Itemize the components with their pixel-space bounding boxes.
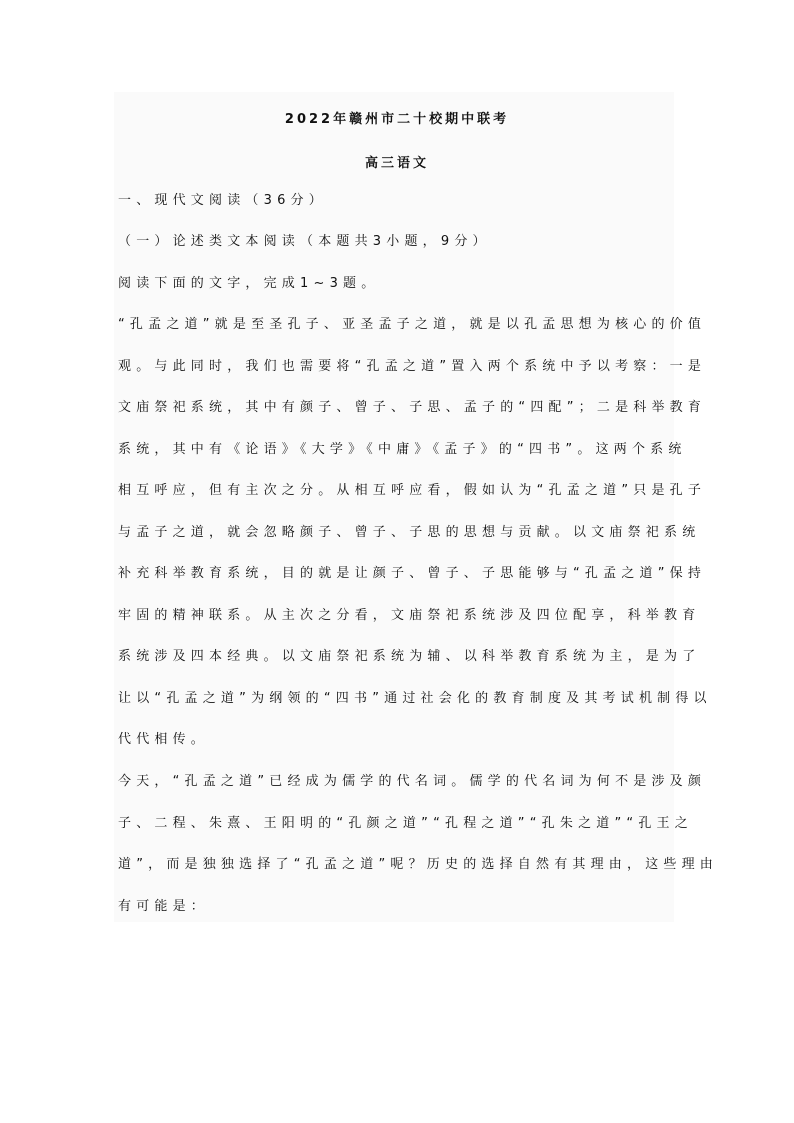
exam-title: 2022年赣州市二十校期中联考 — [284, 112, 510, 127]
paragraph-line: 系统涉及四本经典。以文庙祭祀系统为辅、以科举教育系统为主，是为了 — [118, 649, 701, 664]
paragraph-line: 代代相传。 — [118, 732, 210, 747]
paragraph-line: 让以“孔孟之道”为纲领的“四书”通过社会化的教育制度及其考试机制得以 — [118, 690, 712, 706]
paragraph-line: 相互呼应，但有主次之分。从相互呼应看，假如认为“孔孟之道”只是孔子 — [118, 483, 707, 498]
section-heading: 一、现代文阅读（36分） — [118, 193, 327, 208]
paragraph-line: 道”，而是独独选择了“孔孟之道”呢？历史的选择自然有其理由，这些理由 — [118, 857, 719, 872]
paragraph-line: 观。与此同时，我们也需要将“孔孟之道”置入两个系统中予以考察：一是 — [118, 358, 707, 374]
paragraph-line: 牢固的精神联系。从主次之分看，文庙祭祀系统涉及四位配享，科举教育 — [118, 607, 701, 623]
paragraph-line: 系统，其中有《论语》《大学》《中庸》《孟子》的“四书”。这两个系统 — [118, 441, 687, 457]
paragraph-line: 与孟子之道，就会忽略颜子、曾子、子思的思想与贡献。以文庙祭祀系统 — [118, 524, 701, 540]
paragraph-line: 补充科举教育系统，目的就是让颜子、曾子、子思能够与“孔孟之道”保持 — [118, 566, 707, 581]
reading-instruction: 阅读下面的文字，完成1~3题。 — [118, 276, 380, 291]
subsection-heading: （一）论述类文本阅读（本题共3小题，9分） — [118, 234, 491, 249]
scanned-text-area — [114, 92, 719, 922]
paragraph-line: “孔孟之道”就是至圣孔子、亚圣孟子之道，就是以孔孟思想为核心的价值 — [118, 317, 707, 332]
subject-title: 高三语文 — [364, 156, 429, 171]
paragraph-line: 子、二程、朱熹、王阳明的“孔颜之道”“孔程之道”“孔朱之道”“孔王之 — [118, 815, 693, 831]
paragraph-line: 今天，“孔孟之道”已经成为儒学的代名词。儒学的代名词为何不是涉及颜 — [118, 774, 707, 789]
paragraph-line: 文庙祭祀系统，其中有颜子、曾子、子思、孟子的“四配”；二是科举教育 — [118, 400, 707, 415]
paragraph-line: 有可能是： — [118, 898, 210, 914]
